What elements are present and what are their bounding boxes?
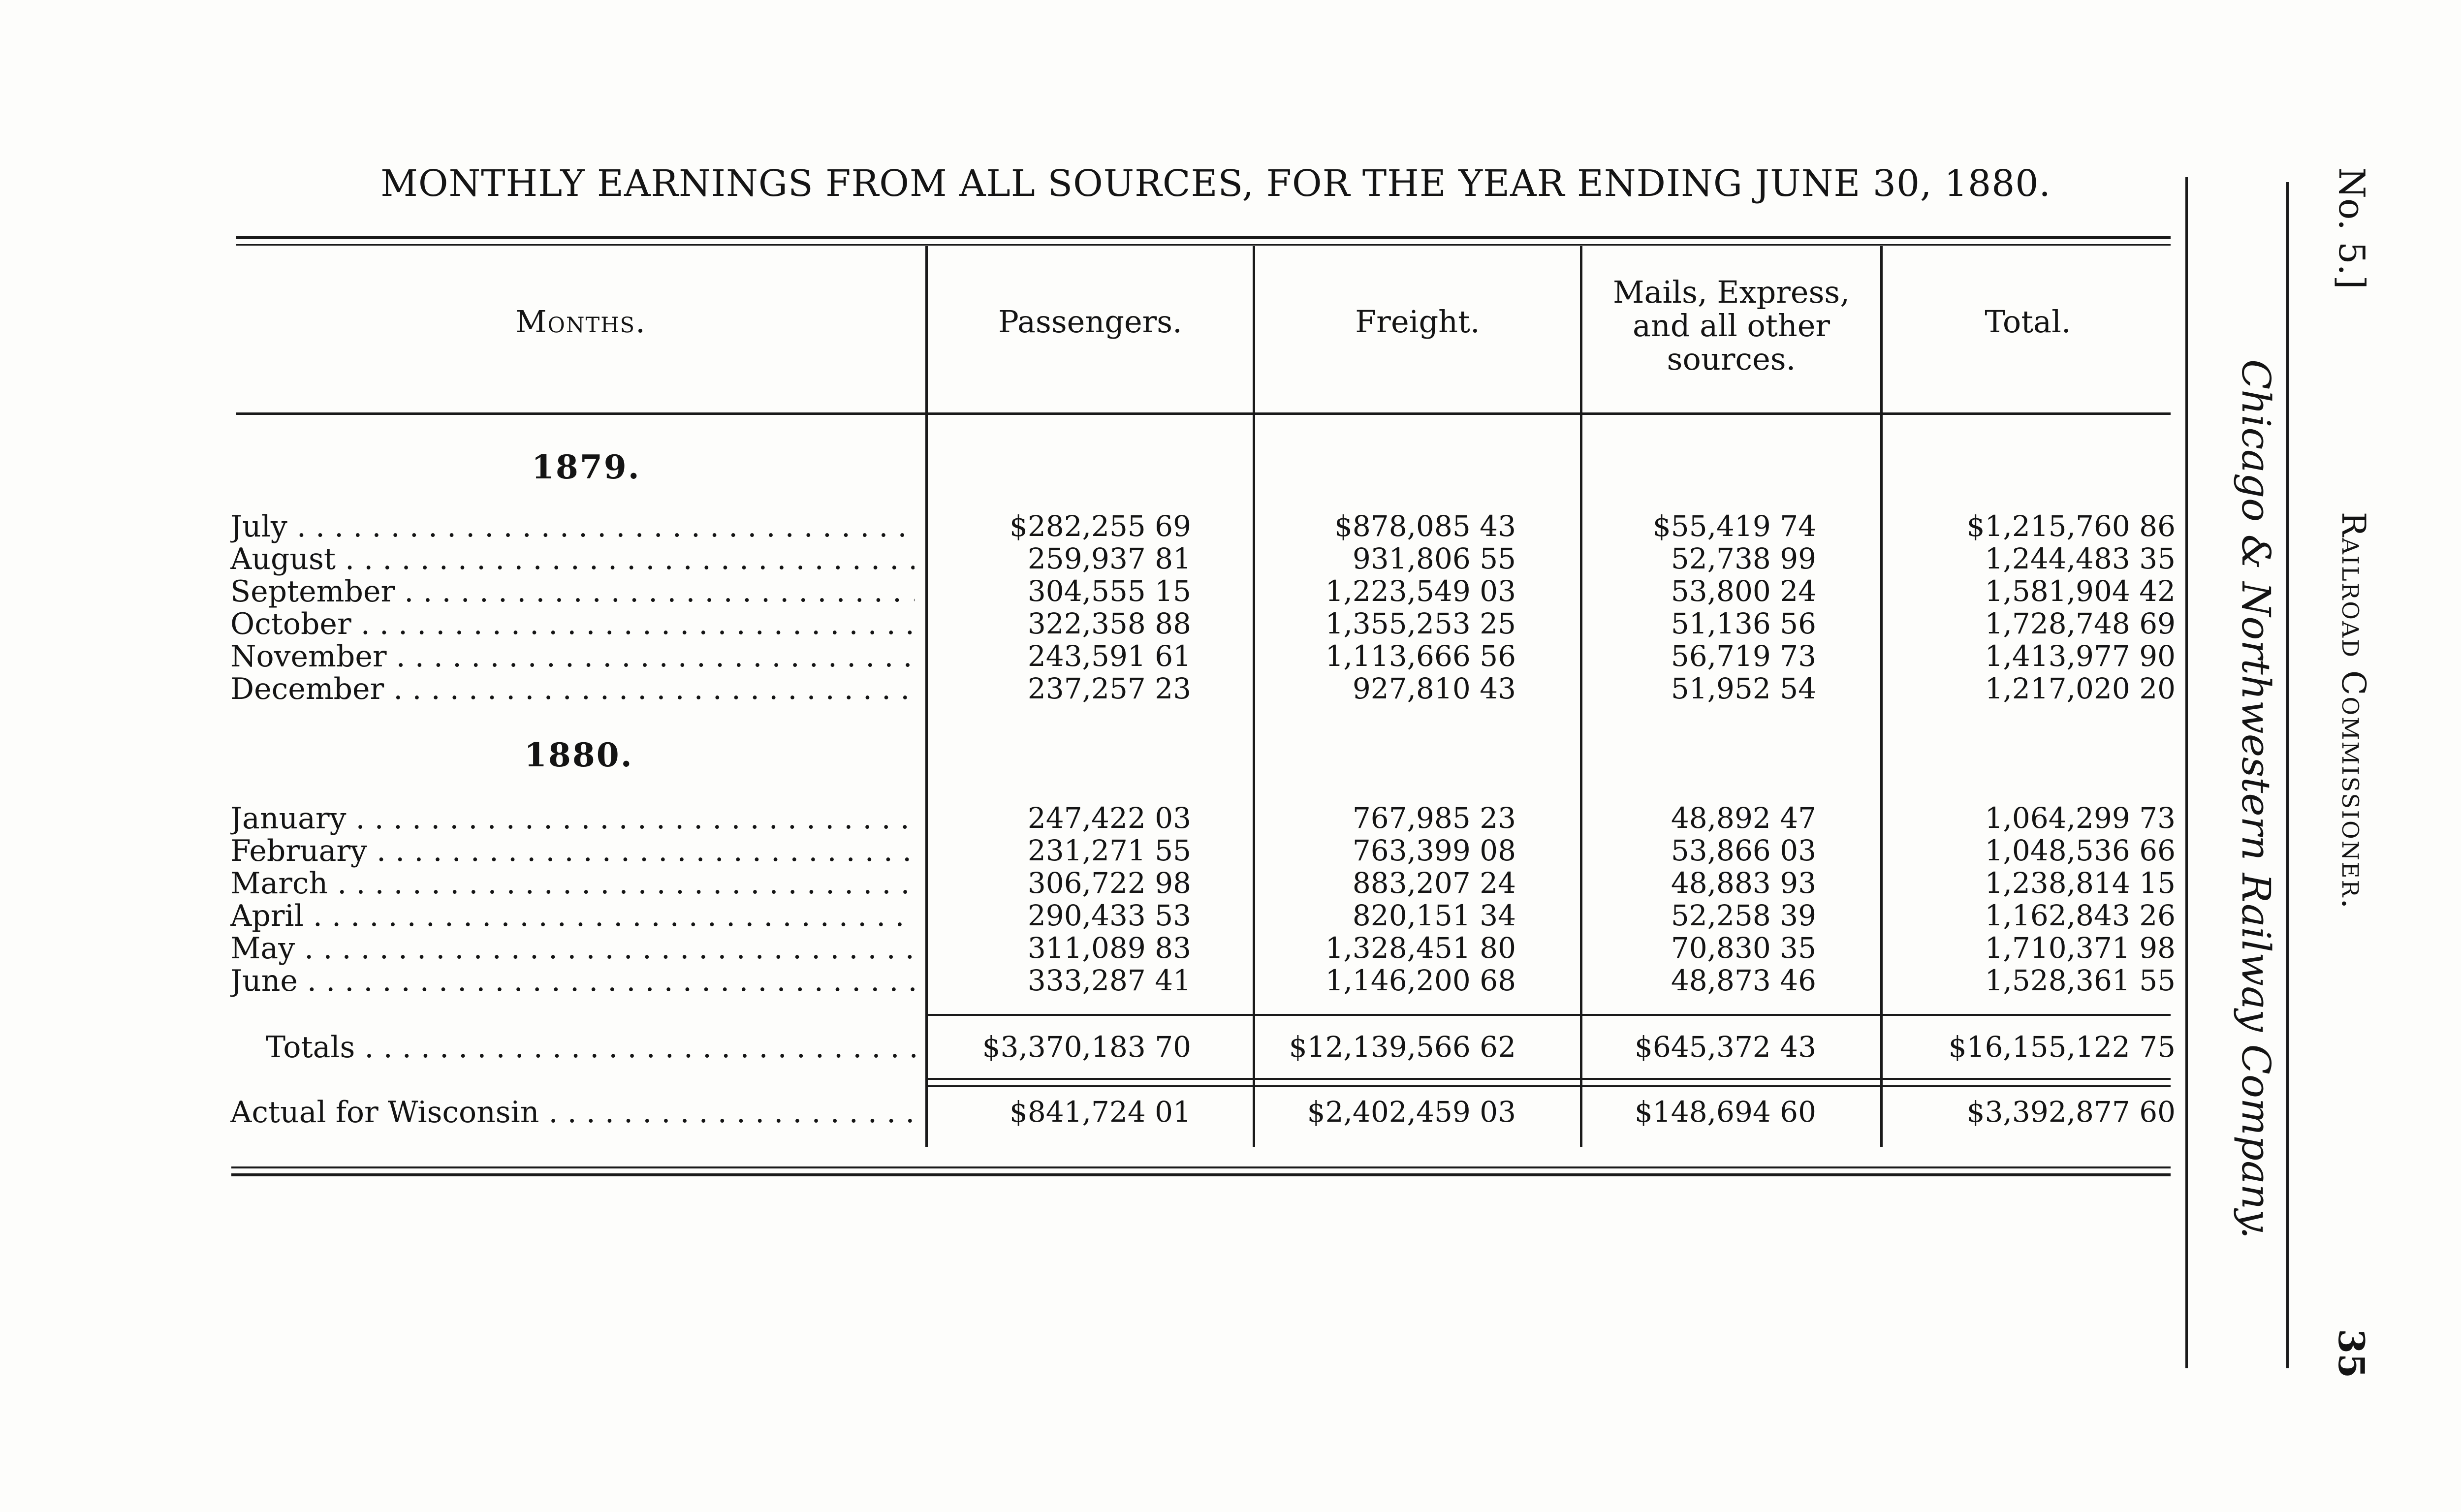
row-total: 1,728,748 69: [1985, 607, 2176, 640]
table-row: [0, 639, 2195, 672]
row-month: January . . .: [230, 801, 915, 836]
totals-total: $16,155,122 75: [1948, 1030, 2176, 1064]
header-mails-line2: and all other: [1632, 308, 1830, 344]
margin-rule: [2286, 182, 2289, 1368]
row-mails: 48,873 46: [1671, 964, 1816, 997]
table-row: [0, 899, 2195, 931]
row-freight: 1,355,253 25: [1325, 607, 1516, 640]
row-mails: 70,830 35: [1671, 931, 1816, 965]
row-month: August . . .: [230, 542, 915, 576]
row-total: 1,217,020 20: [1985, 672, 2176, 705]
row-total: $1,215,760 86: [1966, 509, 2176, 543]
row-total: 1,244,483 35: [1985, 542, 2176, 575]
row-passengers: 259,937 81: [1027, 542, 1191, 575]
row-passengers: 247,422 03: [1027, 801, 1191, 835]
row-passengers: $282,255 69: [1010, 509, 1191, 543]
table-row: [0, 964, 2195, 996]
row-passengers: 231,271 55: [1027, 834, 1191, 867]
row-month: October . . .: [230, 607, 915, 641]
year-1879: 1879.: [532, 448, 641, 486]
row-freight: $878,085 43: [1334, 509, 1516, 543]
totals-passengers: $3,370,183 70: [982, 1030, 1191, 1064]
row-mails: 53,866 03: [1671, 834, 1816, 867]
table-row: [0, 834, 2195, 866]
row-month: February . . .: [230, 834, 915, 868]
header-passengers: Passengers.: [998, 304, 1182, 340]
row-freight: 1,113,666 56: [1325, 639, 1516, 673]
row-freight: 1,146,200 68: [1325, 964, 1516, 997]
table-row: [0, 607, 2195, 639]
table-row: [0, 801, 2195, 834]
row-mails: 53,800 24: [1671, 574, 1816, 608]
row-month: July . . .: [230, 509, 915, 544]
totals-row: [0, 1030, 2195, 1063]
bottom-rule-2: [231, 1173, 2171, 1176]
row-total: 1,064,299 73: [1985, 801, 2176, 835]
margin-rule: [2185, 177, 2188, 1368]
row-total: 1,413,977 90: [1985, 639, 2176, 673]
header-mails-line3: sources.: [1667, 341, 1796, 378]
top-rule-1: [236, 236, 2171, 239]
table-row: [0, 931, 2195, 964]
row-total: 1,238,814 15: [1985, 866, 2176, 900]
table-row: [0, 574, 2195, 607]
row-month: June . . .: [230, 964, 915, 998]
row-passengers: 290,433 53: [1027, 899, 1191, 932]
header-mails-line1: Mails, Express,: [1613, 274, 1850, 310]
row-freight: 767,985 23: [1352, 801, 1516, 835]
row-passengers: 243,591 61: [1027, 639, 1191, 673]
table-row: [0, 542, 2195, 574]
row-month: March . . .: [230, 866, 915, 901]
table-row: [0, 672, 2195, 704]
header-freight: Freight.: [1355, 304, 1480, 340]
row-freight: 883,207 24: [1352, 866, 1516, 900]
row-mails: 52,258 39: [1671, 899, 1816, 932]
header-rule: [236, 412, 2171, 415]
totals-label: Totals . . .: [266, 1030, 915, 1065]
row-total: 1,162,843 26: [1985, 899, 2176, 932]
table-row: [0, 866, 2195, 899]
totals-rule: [925, 1014, 2171, 1016]
row-passengers: 322,358 88: [1027, 607, 1191, 640]
row-mails: 48,892 47: [1671, 801, 1816, 835]
wisconsin-freight: $2,402,459 03: [1307, 1095, 1516, 1129]
row-month: May . . .: [230, 931, 915, 966]
year-1880: 1880.: [524, 736, 633, 774]
company-name: Chicago & Northwestern Railway Company.: [2233, 359, 2279, 1239]
wisconsin-passengers: $841,724 01: [1010, 1095, 1191, 1129]
row-mails: $55,419 74: [1652, 509, 1816, 543]
wisconsin-mails: $148,694 60: [1635, 1095, 1816, 1129]
row-mails: 51,136 56: [1671, 607, 1816, 640]
row-passengers: 311,089 83: [1027, 931, 1191, 965]
row-total: 1,710,371 98: [1985, 931, 2176, 965]
totals-double-rule-2: [925, 1085, 2171, 1087]
row-total: 1,528,361 55: [1985, 964, 2176, 997]
row-freight: 1,328,451 80: [1325, 931, 1516, 965]
row-passengers: 237,257 23: [1027, 672, 1191, 705]
row-month: September . . .: [230, 574, 915, 609]
totals-mails: $645,372 43: [1635, 1030, 1816, 1064]
row-freight: 1,223,549 03: [1325, 574, 1516, 608]
row-mails: 56,719 73: [1671, 639, 1816, 673]
header-months: Months.: [515, 304, 646, 340]
row-passengers: 306,722 98: [1027, 866, 1191, 900]
wisconsin-label: Actual for Wisconsin . . .: [230, 1095, 915, 1130]
row-freight: 931,806 55: [1352, 542, 1516, 575]
row-passengers: 304,555 15: [1027, 574, 1191, 608]
running-head-number: No. 5.]: [2331, 167, 2372, 289]
wisconsin-row: [0, 1095, 2195, 1128]
row-passengers: 333,287 41: [1027, 964, 1191, 997]
row-month: December . . .: [230, 672, 915, 706]
page-title: MONTHLY EARNINGS FROM ALL SOURCES, FOR THE YEAR ENDING JUNE 30, 1880.: [380, 162, 2051, 205]
table-row: [0, 509, 2195, 542]
header-total: Total.: [1985, 304, 2071, 340]
row-mails: 52,738 99: [1671, 542, 1816, 575]
row-freight: 763,399 08: [1352, 834, 1516, 867]
totals-freight: $12,139,566 62: [1289, 1030, 1516, 1064]
row-total: 1,581,904 42: [1985, 574, 2176, 608]
row-mails: 51,952 54: [1671, 672, 1816, 705]
totals-double-rule-1: [925, 1078, 2171, 1080]
bottom-rule-1: [231, 1166, 2171, 1168]
wisconsin-total: $3,392,877 60: [1966, 1095, 2176, 1129]
running-head-title: Railroad Commissioner.: [2335, 512, 2372, 911]
row-month: November . . .: [230, 639, 915, 674]
row-month: April . . .: [230, 899, 915, 933]
row-mails: 48,883 93: [1671, 866, 1816, 900]
header-mails: [1582, 276, 1880, 377]
row-freight: 820,151 34: [1352, 899, 1516, 932]
top-rule-2: [236, 244, 2171, 246]
row-total: 1,048,536 66: [1985, 834, 2176, 867]
row-freight: 927,810 43: [1352, 672, 1516, 705]
page-number: 35: [2331, 1329, 2372, 1379]
